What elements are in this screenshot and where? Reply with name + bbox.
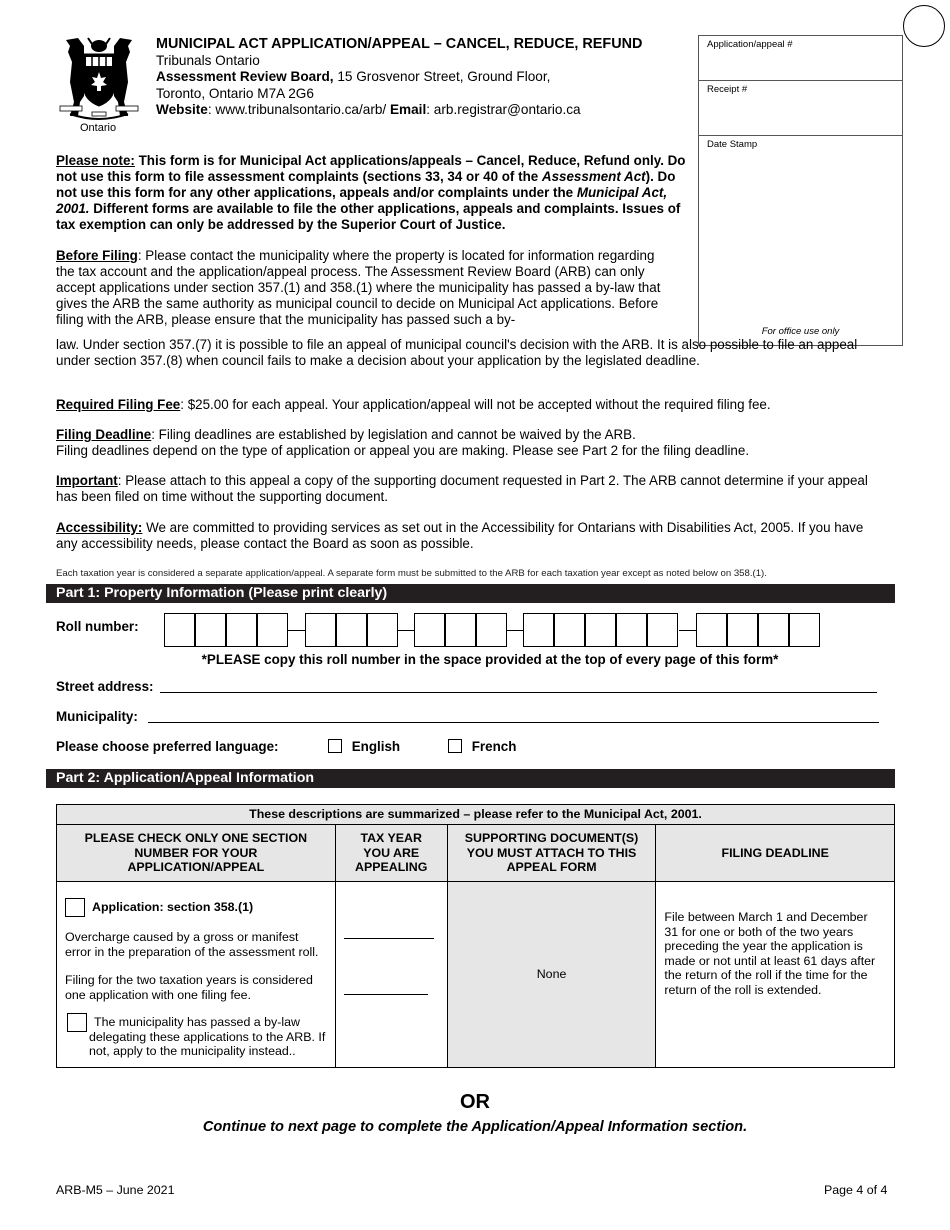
application-table	[56, 804, 895, 1068]
important-label: Important	[56, 473, 118, 488]
filing-deadline-text-2: Filing deadlines depend on the type of application or appeal you are making. Please see Part 2 for the filing deadline.	[56, 443, 750, 458]
application-number-field[interactable]	[699, 36, 902, 81]
address-line-2: Toronto, Ontario M7A 2G6	[156, 85, 314, 101]
roll-digit-box[interactable]	[554, 613, 585, 647]
roll-separator-dash	[679, 630, 697, 631]
supporting-doc-cell: None	[447, 882, 656, 1068]
roll-digit-box[interactable]	[616, 613, 647, 647]
before-filing-paragraph	[56, 248, 674, 328]
before-filing-label: Before Filing	[56, 248, 138, 263]
roll-digit-box[interactable]	[696, 613, 727, 647]
roll-digit-box[interactable]	[476, 613, 507, 647]
tax-year-cell	[335, 882, 447, 1068]
important-text: : Please attach to this appeal a copy of the supporting document requested in Part 2. The ARB cannot determine if your appeal has been filed on time without the supporting document.	[56, 473, 868, 504]
roll-number-note: *PLEASE copy this roll number in the space provided at the top of every page of this form*	[201, 652, 779, 667]
deadline-cell: File between March 1 and December 31 for one or both of the two years preceding the year the application is made or not until at least 61 days after the return of the roll if the time for the return of the roll is extended.	[656, 882, 895, 1068]
roll-digit-box[interactable]	[758, 613, 789, 647]
municipality-label: Municipality:	[56, 709, 138, 724]
roll-digit-box[interactable]	[414, 613, 445, 647]
office-use-box	[698, 35, 903, 346]
roll-digit-box[interactable]	[305, 613, 336, 647]
roll-digit-box[interactable]	[585, 613, 616, 647]
roll-digit-box[interactable]	[336, 613, 367, 647]
address-line-1: 15 Grosvenor Street, Ground Floor,	[333, 69, 551, 84]
roll-digit-box[interactable]	[647, 613, 678, 647]
accessibility-paragraph	[56, 520, 886, 552]
french-label: French	[471, 739, 517, 754]
ontario-logo	[56, 36, 142, 134]
filing-deadline-label: Filing Deadline	[56, 427, 152, 442]
part2-heading: Part 2: Application/Appeal Information	[46, 769, 895, 788]
roll-separator-dash	[397, 630, 415, 631]
header-block	[156, 36, 696, 119]
taxation-year-note: Each taxation year is considered a separate application/appeal. A separate form must be submitted to the ARB for each taxation year except as noted below on 358.(1).	[56, 568, 767, 579]
table-caption: These descriptions are summarized – please refer to the Municipal Act, 2001.	[57, 805, 895, 825]
bylaw-text: The municipality has passed a by-law delegating these applications to the ARB. If not, apply to the municipality instead..	[89, 1015, 326, 1058]
please-note-text-2: ). Do not use this form for any other applications, appeals and/or complaints under the	[56, 169, 676, 200]
roll-separator-dash	[506, 630, 524, 631]
tax-year-input-2[interactable]	[344, 994, 428, 995]
section-358-filing-note: Filing for the two taxation years is considered one application with one filing fee.	[65, 973, 313, 1002]
continue-note: Continue to next page to complete the Application/Appeal Information section.	[202, 1119, 748, 1135]
corner-circle	[903, 5, 945, 47]
board-name: Assessment Review Board,	[156, 69, 334, 84]
roll-digit-box[interactable]	[789, 613, 820, 647]
roll-digit-box[interactable]	[523, 613, 554, 647]
roll-digit-box[interactable]	[727, 613, 758, 647]
logo-caption: Ontario	[80, 122, 117, 134]
org-name: Tribunals Ontario	[156, 52, 260, 68]
english-label: English	[351, 739, 401, 754]
roll-separator-dash	[288, 630, 306, 631]
please-note-act-2: Municipal Act, 2001.	[56, 185, 668, 216]
website-label: Website	[156, 102, 208, 117]
important-paragraph	[56, 473, 886, 505]
roll-digit-box[interactable]	[226, 613, 257, 647]
roll-digit-box[interactable]	[164, 613, 195, 647]
filing-fee-text: : $25.00 for each appeal. Your application/appeal will not be accepted without the required filing fee.	[180, 397, 771, 412]
filing-deadline-text-1: : Filing deadlines are established by legislation and cannot be waived by the ARB.	[151, 427, 636, 442]
filing-fee-label: Required Filing Fee	[56, 397, 181, 412]
application-number-label: Application/appeal #	[707, 39, 793, 50]
please-note-paragraph	[56, 153, 692, 233]
filing-deadline-paragraph	[56, 427, 886, 459]
section-cell	[57, 882, 336, 1068]
french-option[interactable]	[448, 739, 516, 755]
before-filing-text-1: : Please contact the municipality where the property is located for information regarding the tax account and the application/appeal process. The Assessment Review Board (ARB) can only accept applications under section 357.(1) and 358.(1) where the municipality has passed a by-law that gives the ARB the same authority as municipal council to decide on Municipal Act applications. Before filing with the ARB, please ensure that the municipality has passed such a by-	[56, 248, 661, 327]
or-divider: OR	[460, 1091, 490, 1113]
roll-digit-box[interactable]	[257, 613, 288, 647]
form-title: MUNICIPAL ACT APPLICATION/APPEAL – CANCEL, REDUCE, REFUND	[156, 36, 643, 52]
section-358-checkbox[interactable]	[65, 898, 85, 917]
tax-year-input-1[interactable]	[344, 938, 434, 939]
roll-digit-box[interactable]	[445, 613, 476, 647]
website: : www.tribunalsontario.ca/arb/	[207, 102, 390, 117]
table-row	[57, 882, 895, 1068]
english-checkbox[interactable]	[328, 739, 342, 753]
col-supporting-header: SUPPORTING DOCUMENT(S) YOU MUST ATTACH TO THIS APPEAL FORM	[447, 825, 656, 882]
bylaw-checkbox[interactable]	[67, 1013, 87, 1032]
accessibility-label: Accessibility:	[56, 520, 143, 535]
page-number: Page 4 of 4	[824, 1183, 888, 1197]
roll-number-label: Roll number:	[56, 619, 139, 634]
office-use-note: For office use only	[761, 326, 840, 337]
col-tax-year-header: TAX YEAR YOU ARE APPEALING	[335, 825, 447, 882]
roll-digit-box[interactable]	[367, 613, 398, 647]
english-option[interactable]	[328, 739, 400, 755]
language-label: Please choose preferred language:	[56, 739, 279, 754]
please-note-act: Assessment Act	[541, 169, 646, 184]
roll-digit-box[interactable]	[195, 613, 226, 647]
please-note-text-1: This form is for Municipal Act applications/appeals – Cancel, Reduce, Refund only. Do not use this form to file assessment complaints (sections 33, 34 or 40 of the	[56, 153, 686, 184]
section-358-title: Application: section 358.(1)	[92, 900, 254, 915]
email-label: Email	[389, 102, 427, 117]
receipt-number-field[interactable]	[699, 81, 902, 136]
french-checkbox[interactable]	[448, 739, 462, 753]
street-address-label: Street address:	[56, 679, 154, 694]
accessibility-text: We are committed to providing services as set out in the Accessibility for Ontarians with Disabilities Act, 2005. If you have any accessibility needs, please contact the Board as soon as possible.	[56, 520, 864, 551]
please-note-text-3: Different forms are available to file the other applications, appeals and complaints. Issues of tax exemption can only be addressed by the Superior Court of Justice.	[56, 201, 681, 232]
section-358-description: Overcharge caused by a gross or manifest error in the preparation of the assessment roll.	[65, 930, 319, 959]
receipt-number-label: Receipt #	[707, 84, 748, 95]
col-deadline-header: FILING DEADLINE	[656, 825, 895, 882]
filing-fee-paragraph	[56, 397, 886, 413]
part1-heading: Part 1: Property Information (Please print clearly)	[46, 584, 895, 603]
email: : arb.registrar@ontario.ca	[426, 102, 581, 117]
col-section-header: PLEASE CHECK ONLY ONE SECTION NUMBER FOR YOUR APPLICATION/APPEAL	[57, 825, 336, 882]
please-note-label: Please note:	[56, 153, 135, 168]
municipality-input[interactable]	[148, 722, 879, 723]
form-id: ARB-M5 – June 2021	[56, 1183, 175, 1197]
date-stamp-label: Date Stamp	[707, 139, 758, 150]
before-filing-paragraph-2: law. Under section 357.(7) it is possible to file an appeal of municipal council's decision with the ARB. It is also possible to file an appeal under section 357.(8) when council fails to make a decision about your application by the legislated deadline.	[56, 337, 858, 368]
date-stamp-field[interactable]	[699, 136, 902, 154]
street-address-input[interactable]	[160, 692, 877, 693]
